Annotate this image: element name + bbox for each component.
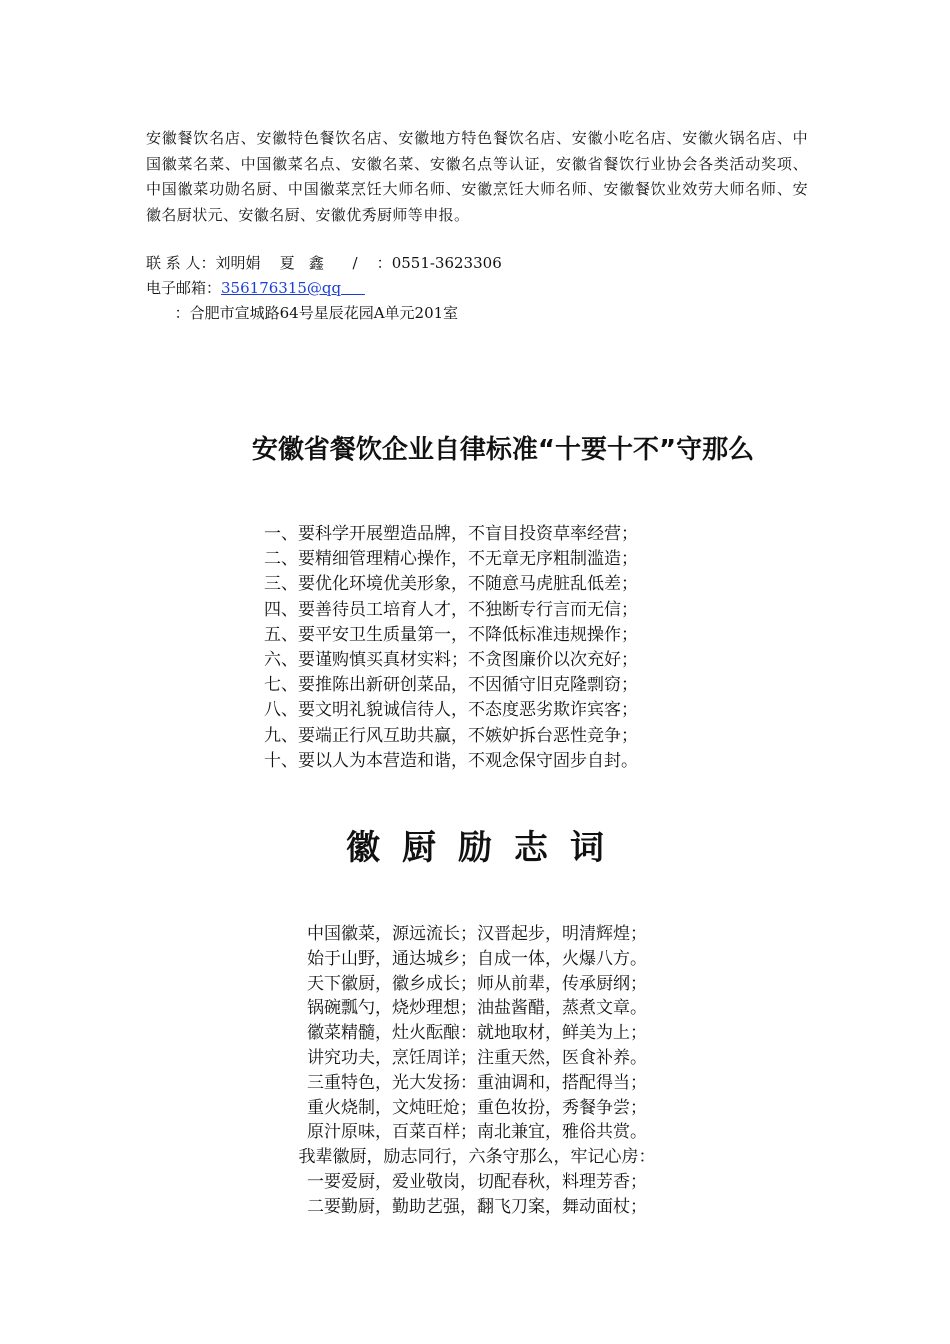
- standards-item: 五、要平安卫生质量第一，不降低标准违规操作；: [264, 624, 638, 645]
- standards-item: 四、要善待员工培育人才，不独断专行言而无信；: [264, 599, 638, 620]
- standards-item: 六、要谨购慎买真材实料；不贪图廉价以次充好；: [264, 650, 638, 671]
- contact-people: 刘明娟 夏 鑫: [215, 254, 324, 272]
- contact-email-link[interactable]: 356176315@qq: [221, 279, 365, 297]
- contact-address: 合肥市宣城路64号星辰花园A单元201室: [189, 304, 459, 322]
- standards-item: 一、要科学开展塑造品牌，不盲目投资草率经营；: [264, 524, 638, 544]
- poem-line: 原汁原味，百菜百样；南北兼宜，雅俗共赏。: [307, 1122, 647, 1143]
- poem-lines: [0, 922, 950, 1220]
- contact-phone: 0551-3623306: [391, 254, 502, 272]
- contact-address-line: [146, 303, 458, 323]
- intro-paragraph: 安徽餐饮名店、安徽特色餐饮名店、安徽地方特色餐饮名店、安徽小吃名店、安徽火锅名店、中国徽菜名菜、中国徽菜名点、安徽名菜、安徽名点等认证，安徽省餐饮行业协会各类活动奖项、中国徽菜功勋名厨、中国徽菜烹饪大师名师、安徽烹饪大师名师、安徽餐饮业效劳大师名师、安徽名厨状元、安徽名厨、安徽优秀厨师等申报。: [146, 129, 808, 224]
- contact-email-line: [146, 278, 365, 298]
- contact-address-prefix: ：: [146, 304, 190, 322]
- poem-line: 三重特色，光大发扬：重油调和，搭配得当；: [307, 1072, 647, 1093]
- standards-item: 九、要端正行风互助共赢，不嫉妒拆台恶性竞争；: [264, 725, 638, 746]
- contact-email-label: 电子邮箱：: [146, 279, 222, 297]
- poem-line: 始于山野，通达城乡；自成一体，火爆八方。: [307, 948, 647, 969]
- poem-line: 二要勤厨，勤助艺强，翻飞刀案，舞动面杖；: [307, 1196, 647, 1217]
- standards-item: 十、要以人为本营造和谐，不观念保守固步自封。: [264, 750, 638, 771]
- standards-list: [264, 522, 724, 774]
- poem-line: 重火烧制，文炖旺炝；重色妆扮，秀餐争尝；: [307, 1097, 647, 1118]
- poem-line: 中国徽菜，源远流长；汉晋起步，明清辉煌；: [307, 924, 647, 944]
- poem-line: 锅碗瓢勺，烧炒理想；油盐酱醋，蒸煮文章。: [307, 998, 647, 1019]
- standards-item: 二、要精细管理精心操作，不无章无序粗制滥造；: [264, 549, 638, 570]
- standards-item: 七、要推陈出新研创菜品，不因循守旧克隆剽窃；: [264, 675, 638, 696]
- standards-item: 三、要优化环境优美形象，不随意马虎脏乱低差；: [264, 574, 638, 595]
- poem-line: 我辈徽厨，励志同行，六条守那么，牢记心房：: [298, 1147, 656, 1168]
- poem-line: 讲究功夫，烹饪周详；注重天然，医食补养。: [307, 1047, 647, 1068]
- standards-item: 八、要文明礼貌诚信待人，不态度恶劣欺诈宾客；: [264, 700, 638, 721]
- poem-line: 徽菜精髓，灶火酝酿：就地取材，鲜美为上；: [307, 1023, 647, 1044]
- contact-phone-separator: / ：: [323, 254, 392, 272]
- poem-line: 一要爱厨，爱业敬岗，切配春秋，料理芳香；: [307, 1171, 647, 1192]
- poem-title: 徽厨励志词: [346, 828, 626, 868]
- contact-people-line: [146, 253, 502, 273]
- poem-line: 天下徽厨，徽乡成长；师从前辈，传承厨纲；: [307, 973, 647, 994]
- contact-people-label: 联 系 人：: [146, 254, 216, 272]
- standards-title: 安徽省餐饮企业自律标准“十要十不”守那么: [251, 435, 755, 465]
